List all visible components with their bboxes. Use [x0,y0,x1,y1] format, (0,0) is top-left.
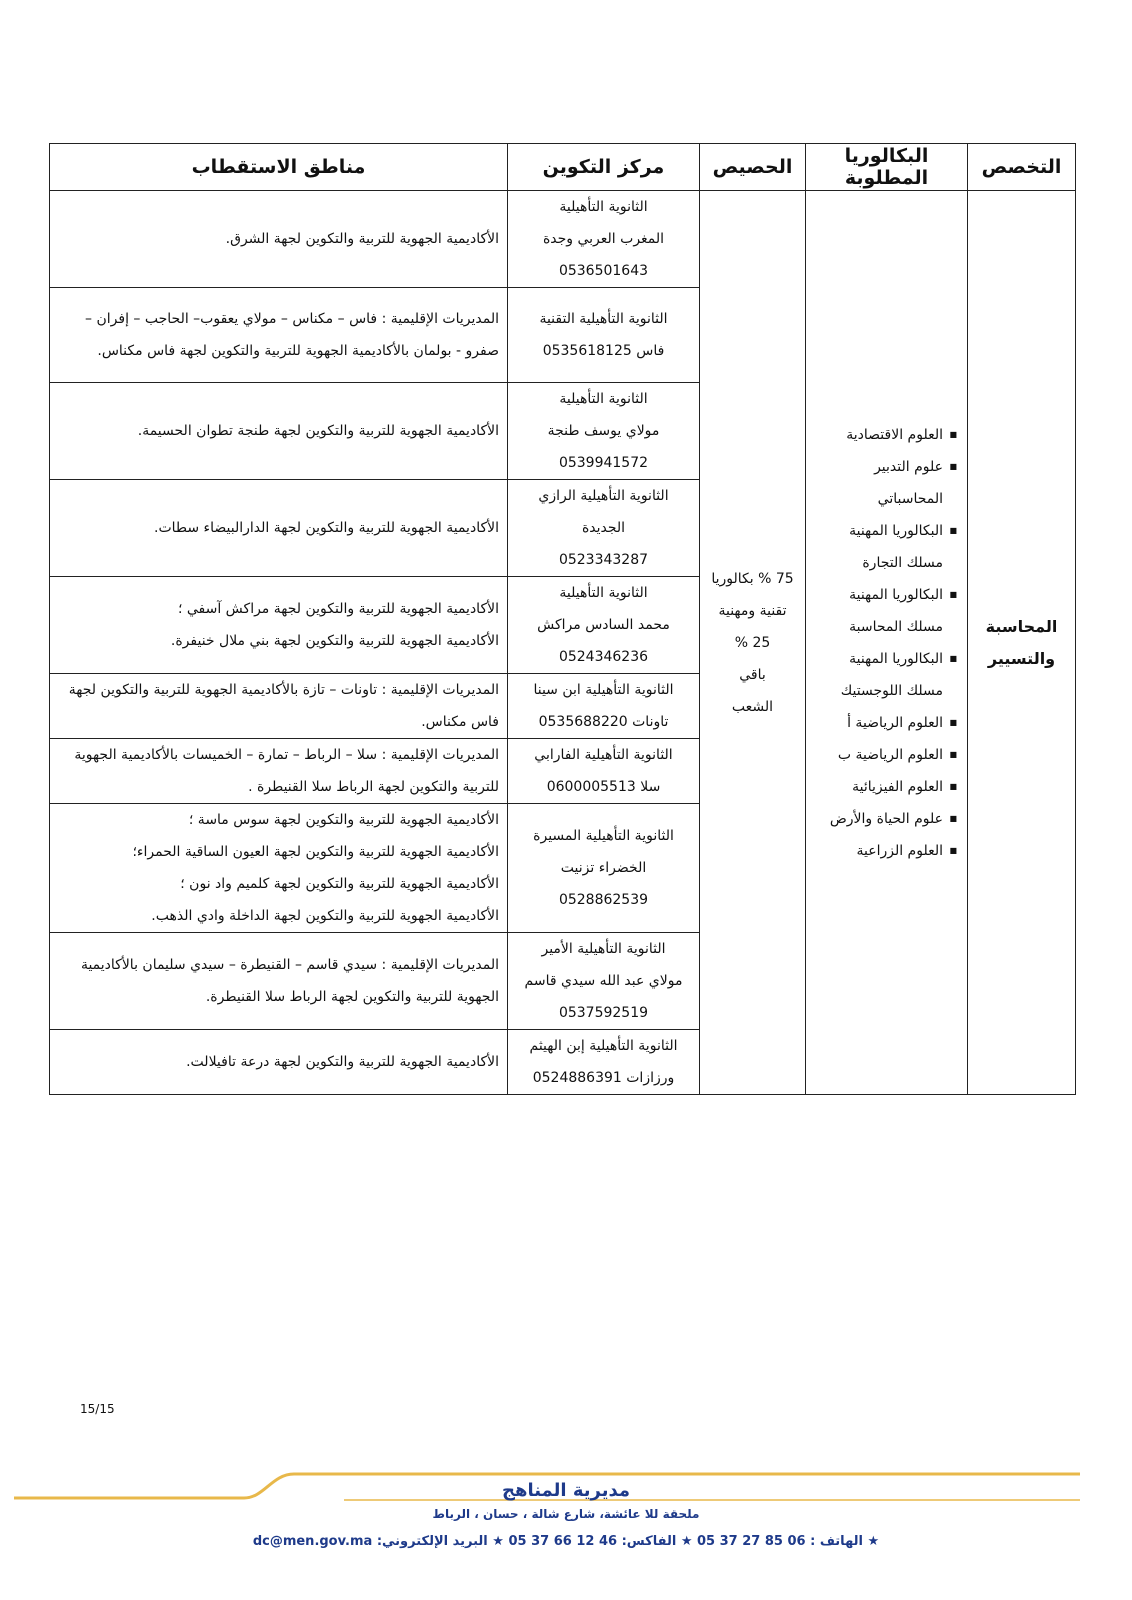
center-name: الثانوية التأهيلية [559,585,648,601]
center-name: الثانوية التأهيلية [559,391,648,407]
zones-line: الأكاديمية الجهوية للتربية والتكوين لجهة بني ملال خنيفرة. [170,633,499,649]
center-city-phone [512,1062,695,1094]
center-phone: 0535618125 [542,343,632,359]
programs-table [49,143,1076,1095]
zones-cell: المديريات الإقليمية : تاونات – تازة بالأكاديمية الجهوية للتربية والتكوين لجهة فاس مكناس. [50,674,508,739]
quota-line: 25 % [734,634,771,651]
email-label: ★ البريد الإلكتروني: [376,1534,504,1549]
center-cell [508,577,700,674]
header-zones: مناطق الاستقطاب [50,144,508,191]
center-cell [508,383,700,480]
center-phone: 0537592519 [558,1005,649,1021]
center-name: الثانوية التأهيلية [559,199,648,215]
bac-list [810,419,957,867]
header-quota: الحصيص [700,144,806,191]
header-center: مركز التكوين [508,144,700,191]
list-item: ■ علوم الحياة والأرض [810,803,957,835]
phone-label: ★ الهاتف : [810,1534,880,1549]
center-city: ورزازات [626,1070,675,1086]
zones-line: الأكاديمية الجهوية للتربية والتكوين لجهة مراكش آسفي ؛ [177,601,499,617]
list-item: ■ العلوم الرياضية ب [810,739,957,771]
specialty-cell: المحاسبة والتسيير [968,191,1076,1095]
zones-cell: المديريات الإقليمية : فاس – مكناس – مولاي يعقوب– الحاجب – إفران – صفرو - بولمان بالأكاديمية الجهوية للتربية والتكوين لجهة فاس مكناس. [50,288,508,383]
center-cell [508,804,700,933]
footer-title: مديرية المناهج [502,1480,630,1501]
center-cell [508,480,700,577]
zones-cell [50,804,508,933]
table-header-row [50,144,1076,191]
footer-address: ملحقة للا عائشة، شارع شالة ، حسان ، الرباط [432,1507,700,1521]
quota-line: الشعب [731,698,774,715]
center-name: الثانوية التأهيلية الرازي [538,488,669,504]
center-name: الثانوية التأهيلية التقنية [539,311,668,327]
center-name: الثانوية التأهيلية الفارابي [534,747,673,763]
center-city-phone [512,771,695,803]
zones-cell: الأكاديمية الجهوية للتربية والتكوين لجهة طنجة تطوان الحسيمة. [50,383,508,480]
zones-cell [50,577,508,674]
zones-cell: المديريات الإقليمية : سيدي قاسم – القنيطرة – سيدي سليمان بالأكاديمية الجهوية للتربية والتكوين لجهة الرباط سلا القنيطرة. [50,933,508,1030]
center-name: الثانوية التأهيلية الأمير [541,941,666,957]
center-phone: 0536501643 [558,263,649,279]
footer-contact [0,1534,1132,1549]
center-cell [508,739,700,804]
header-bac-required: البكالوريا المطلوبة [806,144,968,191]
center-name: الثانوية التأهيلية المسيرة [533,828,674,844]
phone-value: 05 37 27 85 06 [697,1534,806,1549]
zones-line: الأكاديمية الجهوية للتربية والتكوين لجهة كلميم واد نون ؛ [180,876,499,892]
list-item: ■ البكالوريا المهنية مسلك التجارة [810,515,957,579]
center-phone: 0539941572 [558,455,649,471]
zones-cell: المديريات الإقليمية : سلا – الرباط – تمارة – الخميسات بالأكاديمية الجهوية للتربية والتكوين لجهة الرباط سلا القنيطرة . [50,739,508,804]
email-value[interactable]: dc@men.gov.ma [252,1534,373,1549]
zones-cell: الأكاديمية الجهوية للتربية والتكوين لجهة درعة تافيلالت. [50,1030,508,1095]
center-cell [508,1030,700,1095]
list-item: ■ العلوم الفيزيائية [810,771,957,803]
list-item: ■ العلوم الرياضية أ [810,707,957,739]
fax-value: 05 37 66 12 46 [508,1534,618,1549]
center-city-phone [512,706,695,738]
center-city: المغرب العربي وجدة [542,231,665,247]
zones-line: الأكاديمية الجهوية للتربية والتكوين لجهة العيون الساقية الحمراء؛ [132,844,499,860]
center-cell [508,191,700,288]
list-item: ■ البكالوريا المهنية مسلك اللوجستيك [810,643,957,707]
list-item: ■ العلوم الزراعية [810,835,957,867]
center-city-phone [512,335,695,367]
center-cell [508,288,700,383]
center-cell [508,933,700,1030]
center-phone: 0535688220 [538,714,628,730]
center-phone: 0523343287 [558,552,649,568]
center-name: الثانوية التأهيلية إبن الهيثم [529,1038,678,1054]
page-number: 15/15 [80,1402,115,1416]
center-phone: 0524346236 [558,649,649,665]
center-city: تاونات [632,714,669,730]
center-city: محمد السادس مراكش [537,617,670,633]
center-phone: 0600005513 [546,779,636,795]
list-item: ■ البكالوريا المهنية مسلك المحاسبة [810,579,957,643]
list-item: ■ العلوم الاقتصادية [810,419,957,451]
header-specialty: التخصص [968,144,1076,191]
bac-required-cell [806,191,968,1095]
center-city: مولاي عبد الله سيدي قاسم [524,973,683,989]
zones-cell: الأكاديمية الجهوية للتربية والتكوين لجهة الدارالبيضاء سطات. [50,480,508,577]
center-cell [508,674,700,739]
center-city: مولاي يوسف طنجة [547,423,660,439]
quota-line: تقنية ومهنية [718,602,787,619]
table-row [50,191,1076,288]
center-phone: 0528862539 [558,892,649,908]
quota-line: باقي [739,666,766,683]
center-phone: 0524886391 [532,1070,622,1086]
zones-line: الأكاديمية الجهوية للتربية والتكوين لجهة سوس ماسة ؛ [188,812,499,828]
center-name: الثانوية التأهيلية ابن سينا [533,682,674,698]
list-item: ■ علوم التدبير المحاسباتي [810,451,957,515]
quota-cell [700,191,806,1095]
center-city: فاس [636,343,665,359]
zones-cell: الأكاديمية الجهوية للتربية والتكوين لجهة الشرق. [50,191,508,288]
center-city: الخضراء تزنيت [560,860,647,876]
center-city: الجديدة [581,520,626,536]
zones-line: الأكاديمية الجهوية للتربية والتكوين لجهة الداخلة وادي الذهب. [151,908,499,924]
fax-label: ★ الفاكس: [621,1534,693,1549]
quota-line: 75 % بكالوريا [711,570,794,587]
center-city: سلا [640,779,661,795]
